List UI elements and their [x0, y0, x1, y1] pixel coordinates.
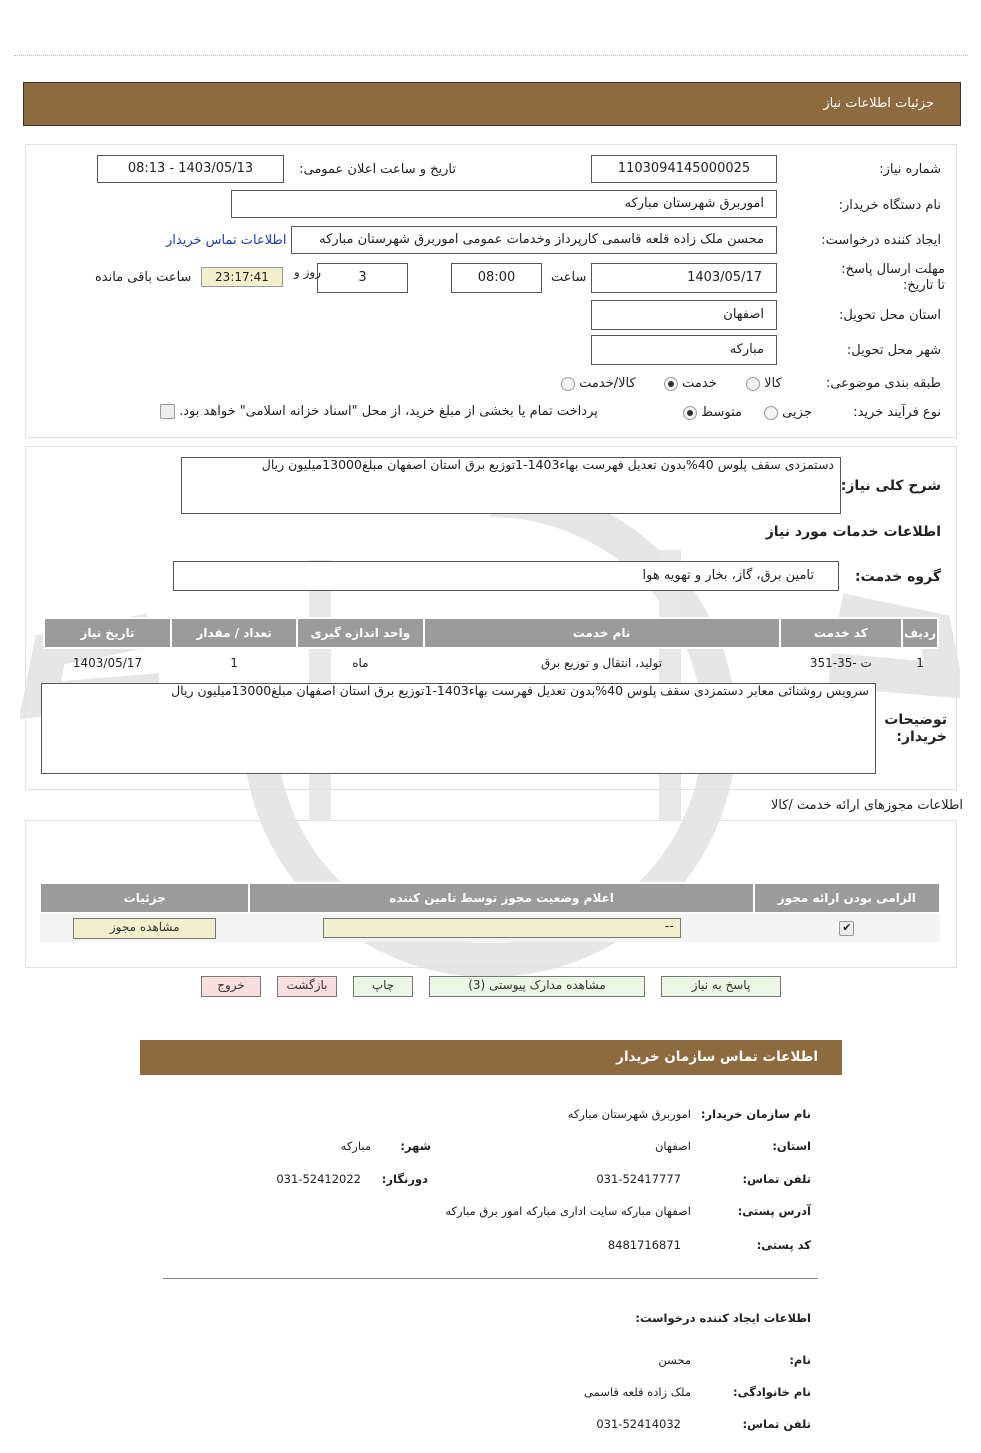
- attachments-button[interactable]: مشاهده مدارک پیوستی (3): [429, 976, 645, 997]
- cell-row: 1: [916, 656, 924, 670]
- process-option-minor-label: جزیی: [782, 405, 812, 420]
- service-group-label: گروه خدمت:: [855, 569, 941, 585]
- summary-label: شرح کلی نیاز:: [840, 478, 941, 494]
- announce-label: تاریخ و ساعت اعلان عمومی:: [299, 162, 456, 177]
- province-contact-label: استان:: [772, 1139, 811, 1153]
- cell-code: ت -35-351: [809, 656, 872, 670]
- contact-title: اطلاعات تماس سازمان خریدار: [616, 1049, 818, 1065]
- checkbox-checked-icon: ✔: [839, 921, 854, 936]
- page-title: جزئیات اطلاعات نیاز: [823, 96, 934, 111]
- address-value: اصفهان مبارکه سایت اداری مبارکه امور برق مبارکه: [445, 1204, 691, 1218]
- process-label: نوع فرآیند خرید:: [853, 405, 941, 420]
- treasury-payment-checkbox[interactable]: [160, 404, 598, 419]
- cell-date: 1403/05/17: [72, 656, 143, 670]
- category-option-goods-label: کالا: [764, 376, 782, 391]
- checkbox-icon[interactable]: [160, 404, 175, 419]
- category-label: طبقه بندی موضوعی:: [825, 376, 941, 391]
- category-option-service-label: خدمت: [682, 376, 717, 391]
- contact-divider: [163, 1278, 818, 1279]
- days-label: روز و: [294, 265, 321, 279]
- phone-value: 031-52417777: [596, 1172, 681, 1186]
- family-label: نام خانوادگی:: [733, 1385, 811, 1399]
- phone-label: تلفن تماس:: [742, 1172, 811, 1186]
- payment-note: پرداخت تمام یا بخشی از مبلغ خرید، از محل "اسناد خزانه اسلامی" خواهد بود.: [179, 404, 598, 419]
- creator-info-title: اطلاعات ایجاد کننده درخواست:: [635, 1311, 811, 1325]
- summary-text: دستمزدی سقف پلوس 40%بدون تعدیل فهرست بهاء1403-1توزیع برق استان اصفهان مبلغ13000میلیون ریال: [181, 457, 841, 514]
- fax-value: 031-52412022: [276, 1172, 361, 1186]
- reply-button[interactable]: پاسخ به نیاز: [661, 976, 781, 997]
- creator-field: محسن ملک زاده قلعه قاسمی کارپرداز وخدمات عمومی اموربرق شهرستان مبارکه: [291, 226, 777, 254]
- col-unit-header: واحد اندازه گیری: [297, 618, 423, 648]
- province-contact-value: اصفهان: [654, 1139, 691, 1153]
- countdown-timer: 23:17:41: [201, 267, 283, 287]
- services-section-title: اطلاعات خدمات مورد نیاز: [765, 524, 941, 540]
- col-details-header: جزئیات: [40, 883, 249, 913]
- org-value: اموربرق شهرستان مبارکه: [567, 1107, 691, 1121]
- permits-table-header: [40, 883, 940, 913]
- category-radio-both[interactable]: [561, 376, 636, 391]
- creator-label: ایجاد کننده درخواست:: [821, 233, 941, 248]
- permits-table: [39, 882, 941, 942]
- remaining-label: ساعت باقی مانده: [95, 270, 192, 285]
- city-field: مبارکه: [591, 335, 777, 365]
- address-label: آدرس پستی:: [737, 1204, 811, 1218]
- table-row: [44, 648, 938, 677]
- process-option-medium-label: متوسط: [701, 405, 742, 420]
- cell-status: [249, 913, 753, 942]
- category-option-both-label: کالا/خدمت: [579, 376, 636, 391]
- province-field: اصفهان: [591, 300, 777, 330]
- cell-unit: ماه: [352, 656, 369, 670]
- contact-header: [140, 1040, 842, 1075]
- postal-label: کد پستی:: [756, 1238, 811, 1252]
- radio-icon[interactable]: [746, 377, 760, 391]
- buyer-contact-link[interactable]: اطلاعات تماس خریدار: [166, 233, 287, 248]
- postal-value: 8481716871: [607, 1238, 681, 1252]
- city-contact-label: شهر:: [400, 1139, 431, 1153]
- back-button[interactable]: بازگشت: [277, 976, 337, 997]
- process-radio-minor[interactable]: [764, 405, 812, 420]
- radio-selected-icon[interactable]: [683, 406, 697, 420]
- radio-icon[interactable]: [561, 377, 575, 391]
- org-label: نام سازمان خریدار:: [700, 1107, 811, 1121]
- process-radio-medium[interactable]: [683, 405, 742, 420]
- cell-qty: 1: [230, 656, 238, 670]
- announce-field: 1403/05/13 - 08:13: [97, 155, 284, 183]
- col-row-header: ردیف: [902, 618, 938, 648]
- family-value: ملک زاده قلعه قاسمی: [583, 1385, 691, 1399]
- deadline-time-field: 08:00: [451, 263, 542, 293]
- creator-phone-label: تلفن تماس:: [742, 1417, 811, 1431]
- col-qty-header: تعداد / مقدار: [171, 618, 297, 648]
- page-header: [23, 82, 961, 126]
- permit-status-field[interactable]: --: [323, 918, 681, 938]
- need-number-label: شماره نیاز:: [879, 162, 941, 177]
- deadline-date-field: 1403/05/17: [591, 263, 777, 293]
- name-value: محسن: [658, 1353, 691, 1367]
- city-contact-value: مبارکه: [340, 1139, 371, 1153]
- col-name-header: نام خدمت: [424, 618, 780, 648]
- table-row: [40, 913, 940, 942]
- city-label: شهر محل تحویل:: [846, 343, 941, 358]
- radio-selected-icon[interactable]: [664, 377, 678, 391]
- services-table: [43, 617, 939, 677]
- cell-required: [754, 913, 940, 942]
- need-number-field: 1103094145000025: [591, 155, 777, 183]
- days-field: 3: [317, 263, 408, 293]
- print-button[interactable]: چاپ: [353, 976, 413, 997]
- view-permit-button[interactable]: مشاهده مجوز: [73, 918, 216, 939]
- name-label: نام:: [789, 1353, 811, 1367]
- exit-button[interactable]: خروج: [201, 976, 261, 997]
- province-label: استان محل تحویل:: [839, 308, 941, 323]
- creator-phone-value: 031-52414032: [596, 1417, 681, 1431]
- permits-title: اطلاعات مجوزهای ارائه خدمت /کالا: [770, 798, 963, 813]
- col-code-header: کد خدمت: [780, 618, 903, 648]
- service-group-field: تامین برق، گاز، بخار و تهویه هوا: [173, 561, 839, 591]
- top-divider: [14, 55, 968, 56]
- time-label: ساعت: [551, 270, 587, 285]
- cell-name: تولید، انتقال و توزیع برق: [540, 656, 663, 670]
- radio-icon[interactable]: [764, 406, 778, 420]
- buyer-label: نام دستگاه خریدار:: [838, 198, 941, 213]
- buyer-field: اموربرق شهرستان مبارکه: [231, 190, 777, 218]
- category-radio-service[interactable]: [664, 376, 717, 391]
- cell-details: [40, 913, 249, 942]
- col-required-header: الزامی بودن ارائه مجوز: [754, 883, 940, 913]
- category-radio-goods[interactable]: [746, 376, 782, 391]
- col-status-header: اعلام وضعیت مجوز توسط تامین کننده: [249, 883, 753, 913]
- deadline-label: مهلت ارسال پاسخ: تا تاریخ:: [841, 262, 945, 293]
- fax-label: دورنگار:: [381, 1172, 428, 1186]
- buyer-notes-label: توضیحات خریدار:: [884, 712, 947, 745]
- col-date-header: تاریخ نیاز: [44, 618, 171, 648]
- services-table-header: [44, 618, 938, 648]
- buyer-notes-text: سرویس روشنائی معابر دستمزدی سقف پلوس 40%بدون تعدیل فهرست بهاء1403-1توزیع برق استان اصفهان مبلغ13000میلیون ریال: [41, 683, 876, 774]
